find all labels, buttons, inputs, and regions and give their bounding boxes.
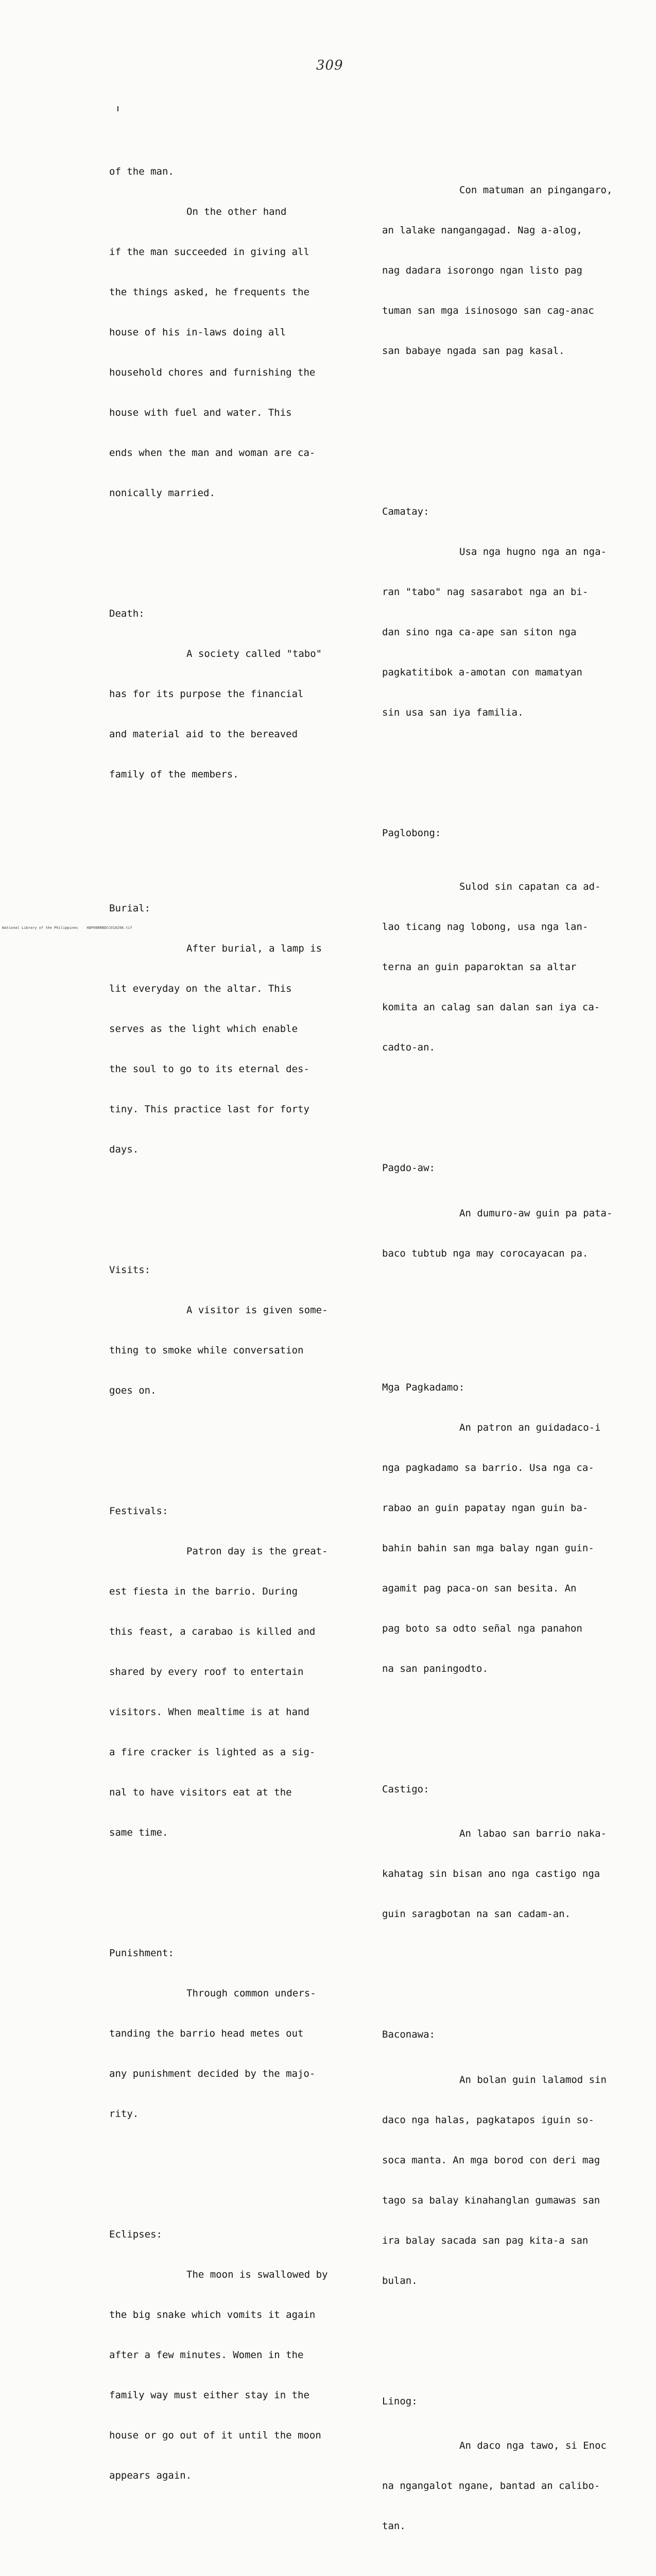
text-line: thing to smoke while conversation [109, 1345, 304, 1356]
text-line: tago sa balay kinahanglan gumawas san [382, 2195, 600, 2206]
right-column [382, 130, 629, 2576]
section-pagdoaw [382, 1134, 629, 1287]
text-line: pag boto sa odto señal nga panahon [382, 1623, 582, 1634]
text-line: house or go out of it until the moon [109, 2430, 321, 2441]
text-line: komita an calag san dalan san iya ca- [382, 1002, 600, 1013]
text-line: A society called "tabo" [186, 648, 322, 659]
text-line: baco tubtub nga may corocayacan pa. [382, 1248, 589, 1259]
section-pagkadamo [382, 1354, 629, 1702]
text-line: bahin bahin san mga balay ngan guin- [382, 1543, 594, 1554]
section-paglobong [382, 800, 629, 1081]
text-line: family of the members. [109, 769, 239, 780]
text-line: pagkatitibok a-amotan con mamatyan [382, 667, 582, 678]
section-heading: Punishment: [109, 1947, 174, 1959]
text-line: a fire cracker is lighted as a sig- [109, 1747, 316, 1758]
left-column [109, 111, 356, 2576]
section-burial [109, 875, 356, 1183]
text-line: daco nga halas, pagkatapos iguin so- [382, 2114, 594, 2126]
text-line: if the man succeeded in giving all [109, 246, 309, 258]
text-line: tanding the barrio head metes out [109, 2028, 304, 2039]
text-line: An daco nga tawo, si Enoc [459, 2440, 607, 2451]
margin-mark [117, 106, 118, 111]
text-line: and material aid to the bereaved [109, 728, 298, 740]
text-line: shared by every roof to entertain [109, 1666, 304, 1677]
section-linog [382, 2368, 629, 2560]
section-heading: Paglobong: [382, 827, 441, 839]
section-baconawa [382, 2001, 629, 2314]
text-line: rity. [109, 2108, 139, 2120]
section-heading: Death: [109, 608, 145, 619]
text-line: Usa nga hugno nga an nga- [459, 546, 607, 557]
section-heading: Festivals: [109, 1505, 168, 1517]
text-line: ira balay sacada san pag kita-a san [382, 2235, 589, 2246]
text-line: nal to have visitors eat at the [109, 1787, 292, 1798]
text-line: bulan. [382, 2275, 418, 2286]
section-earthquake [109, 2563, 356, 2576]
text-line: house of his in-laws doing all [109, 327, 286, 338]
text-line: sin usa san iya familia. [382, 707, 524, 718]
text-line: terna an guin paparoktan sa altar [382, 961, 577, 973]
text-line: san babaye ngada san pag kasal. [382, 345, 565, 357]
text-line: nga pagkadamo sa barrio. Usa nga ca- [382, 1462, 594, 1473]
section-punishment [109, 1920, 356, 2147]
text-line: est fiesta in the barrio. During [109, 1586, 298, 1597]
section-festivals [109, 1478, 356, 1866]
text-line: ran "tabo" nag sasarabot nga an bi- [382, 586, 589, 598]
text-line: an lalake nangangagad. Nag a-alog, [382, 225, 582, 236]
text-line: the big snake which vomits it again [109, 2309, 316, 2320]
text-line: cadto-an. [382, 1042, 435, 1053]
right-intro [382, 157, 629, 384]
text-line: An labao san barrio naka- [459, 1828, 607, 1839]
text-line: ends when the man and woman are ca- [109, 447, 316, 459]
text-line: tiny. This practice last for forty [109, 1104, 309, 1115]
section-visits [109, 1236, 356, 1424]
text-line: family way must either stay in the [109, 2389, 309, 2401]
text-line: After burial, a lamp is [186, 943, 322, 954]
text-line: visitors. When mealtime is at hand [109, 1706, 309, 1718]
text-line: An dumuro-aw guin pa pata- [459, 1208, 613, 1219]
text-line: An bolan guin lalamod sin [459, 2074, 607, 2086]
text-line: household chores and furnishing the [109, 367, 316, 378]
section-heading: Mga Pagkadamo: [382, 1382, 465, 1393]
section-camatay [382, 478, 629, 746]
section-heading: Linog: [382, 2396, 418, 2407]
text-line: any punishment decided by the majo- [109, 2068, 316, 2079]
text-line: nag dadara isorongo ngan listo pag [382, 265, 582, 276]
text-line: Sulod sin capatan ca ad- [459, 881, 601, 892]
text-line: days. [109, 1144, 139, 1155]
text-line: On the other hand [186, 206, 287, 217]
text-line: kahatag sin bisan ano nga castigo nga [382, 1868, 600, 1879]
text-line: serves as the light which enable [109, 1023, 298, 1035]
section-heading: Burial: [109, 903, 151, 914]
text-line: Con matuman an pingangaro, [459, 184, 613, 196]
section-heading: Visits: [109, 1264, 151, 1276]
text-line: this feast, a carabao is killed and [109, 1626, 316, 1637]
text-line: dan sino nga ca-ape san siton nga [382, 626, 577, 638]
text-line: agamit pag paca-on san besita. An [382, 1583, 577, 1594]
text-line: na san paningodto. [382, 1663, 488, 1674]
text-line: goes on. [109, 1385, 157, 1396]
text-line: rabao an guin papatay ngan guin ba- [382, 1502, 589, 1514]
text-line: appears again. [109, 2470, 192, 2481]
text-line: of the man. [109, 166, 174, 177]
text-line: soca manta. An mga borod con deri mag [382, 2155, 600, 2166]
text-line: A visitor is given some- [186, 1304, 328, 1316]
text-line: Patron day is the great- [186, 1546, 328, 1557]
text-line: same time. [109, 1827, 168, 1838]
section-eclipses [109, 2201, 356, 2509]
text-line: An patron an guidadaco-i [459, 1422, 601, 1433]
left-intro [109, 138, 356, 527]
text-line: the things asked, he frequents the [109, 286, 309, 298]
text-line: has for its purpose the financial [109, 688, 304, 700]
section-heading: Camatay: [382, 506, 429, 517]
text-line: guin saragbotan na san cadam-an. [382, 1908, 571, 1920]
text-line: the soul to go to its eternal des- [109, 1063, 309, 1075]
section-heading: Eclipses: [109, 2229, 162, 2240]
text-line: The moon is swallowed by [186, 2269, 328, 2280]
text-line: tuman san mga isinosogo san cag-anac [382, 305, 594, 316]
text-line: Through common unders- [186, 1988, 316, 1999]
section-castigo [382, 1756, 629, 1947]
text-line: nonically married. [109, 487, 215, 499]
section-heading: Pagdo-aw: [382, 1162, 435, 1174]
section-death [109, 580, 356, 808]
text-line: lao ticang nag lobong, usa nga lan- [382, 921, 589, 933]
text-line: after a few minutes. Women in the [109, 2349, 304, 2361]
text-line: tan. [382, 2520, 406, 2532]
archive-footer: National Library of the Philippines HDP00NRBDCC010298.tif [2, 926, 132, 930]
page-number: 309 [316, 58, 343, 73]
text-line: na ngangalot ngane, bantad an calibo- [382, 2480, 600, 2492]
section-heading: Castigo: [382, 1784, 429, 1795]
text-line: lit everyday on the altar. This [109, 983, 292, 994]
section-heading: Baconawa: [382, 2029, 435, 2040]
text-line: house with fuel and water. This [109, 407, 292, 418]
